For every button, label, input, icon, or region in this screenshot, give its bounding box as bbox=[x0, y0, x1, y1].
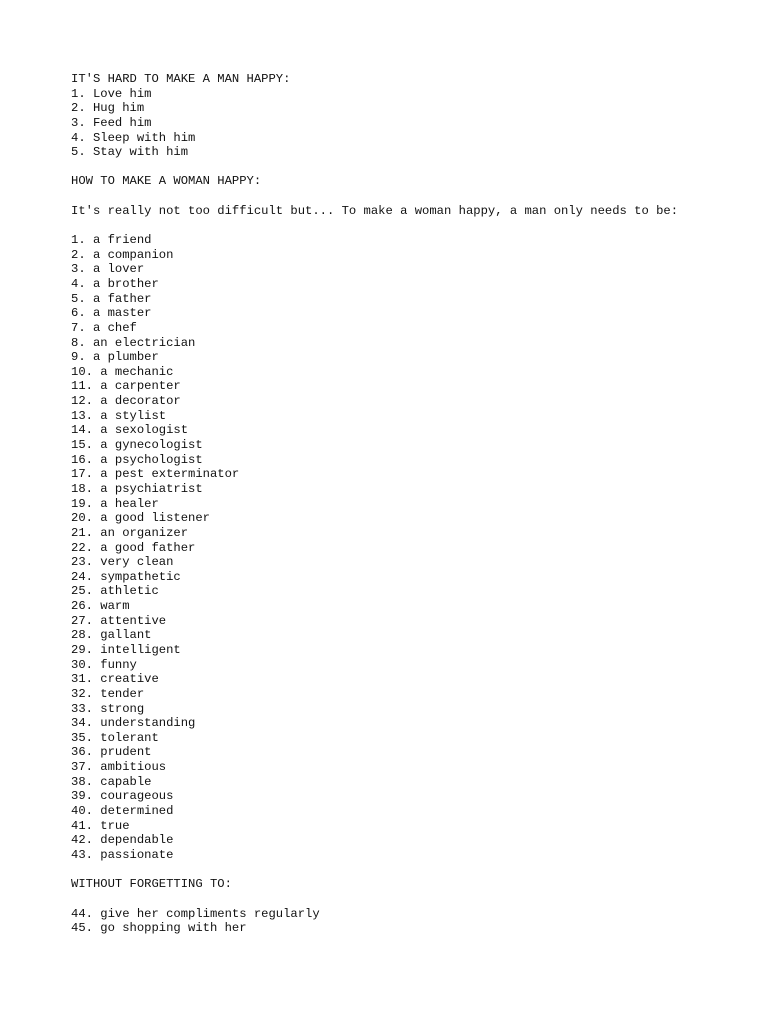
list-item: 5. a father bbox=[71, 291, 152, 306]
list-item: 15. a gynecologist bbox=[71, 438, 203, 453]
list-item: 28. gallant bbox=[71, 628, 152, 643]
list-item: 3. Feed him bbox=[71, 115, 152, 130]
list-item: 44. give her compliments regularly bbox=[71, 906, 320, 921]
list-item: 4. a brother bbox=[71, 276, 159, 291]
list-item: 2. a companion bbox=[71, 247, 174, 262]
list-item: 2. Hug him bbox=[71, 101, 145, 116]
spacer bbox=[71, 189, 761, 204]
list-item: 42. dependable bbox=[71, 833, 174, 848]
list-item: 12. a decorator bbox=[71, 394, 181, 409]
list-item: 36. prudent bbox=[71, 745, 152, 760]
list-item: 37. ambitious bbox=[71, 760, 167, 775]
woman-section-heading: HOW TO MAKE A WOMAN HAPPY: bbox=[71, 174, 262, 189]
list-item: 9. a plumber bbox=[71, 350, 159, 365]
list-item: 5. Stay with him bbox=[71, 145, 189, 160]
list-item: 33. strong bbox=[71, 701, 145, 716]
list-item: 19. a healer bbox=[71, 496, 159, 511]
spacer bbox=[71, 892, 761, 907]
list-item: 7. a chef bbox=[71, 320, 137, 335]
list-item: 38. capable bbox=[71, 774, 152, 789]
list-item: 23. very clean bbox=[71, 555, 174, 570]
list-item: 24. sympathetic bbox=[71, 569, 181, 584]
list-item: 3. a lover bbox=[71, 262, 145, 277]
list-item: 43. passionate bbox=[71, 847, 174, 862]
spacer bbox=[71, 218, 761, 233]
list-item: 45. go shopping with her bbox=[71, 921, 247, 936]
list-item: 22. a good father bbox=[71, 540, 196, 555]
list-item: 17. a pest exterminator bbox=[71, 467, 240, 482]
list-item: 27. attentive bbox=[71, 613, 167, 628]
spacer bbox=[71, 160, 761, 175]
without-section-heading: WITHOUT FORGETTING TO: bbox=[71, 877, 232, 892]
list-item: 32. tender bbox=[71, 686, 145, 701]
list-item: 39. courageous bbox=[71, 789, 174, 804]
list-item: 10. a mechanic bbox=[71, 364, 174, 379]
list-item: 30. funny bbox=[71, 657, 137, 672]
spacer bbox=[71, 863, 761, 878]
list-item: 40. determined bbox=[71, 804, 174, 819]
list-item: 41. true bbox=[71, 818, 130, 833]
list-item: 26. warm bbox=[71, 599, 130, 614]
list-item: 8. an electrician bbox=[71, 335, 196, 350]
list-item: 6. a master bbox=[71, 306, 152, 321]
woman-list bbox=[71, 233, 761, 863]
list-item: 16. a psychologist bbox=[71, 452, 203, 467]
list-item: 11. a carpenter bbox=[71, 379, 181, 394]
list-item: 20. a good listener bbox=[71, 511, 210, 526]
list-item: 18. a psychiatrist bbox=[71, 481, 203, 496]
list-item: 25. athletic bbox=[71, 584, 159, 599]
woman-section-intro: It's really not too difficult but... To make a woman happy, a man only needs to be: bbox=[71, 203, 679, 218]
man-list bbox=[71, 87, 761, 160]
list-item: 1. a friend bbox=[71, 233, 152, 248]
document-page bbox=[71, 72, 761, 936]
list-item: 21. an organizer bbox=[71, 525, 189, 540]
list-item: 14. a sexologist bbox=[71, 423, 189, 438]
list-item: 29. intelligent bbox=[71, 642, 181, 657]
list-item: 13. a stylist bbox=[71, 408, 167, 423]
list-item: 4. Sleep with him bbox=[71, 130, 196, 145]
list-item: 34. understanding bbox=[71, 716, 196, 731]
without-list bbox=[71, 907, 761, 936]
list-item: 35. tolerant bbox=[71, 730, 159, 745]
list-item: 31. creative bbox=[71, 672, 159, 687]
list-item: 1. Love him bbox=[71, 86, 152, 101]
man-section-heading: IT'S HARD TO MAKE A MAN HAPPY: bbox=[71, 72, 291, 86]
